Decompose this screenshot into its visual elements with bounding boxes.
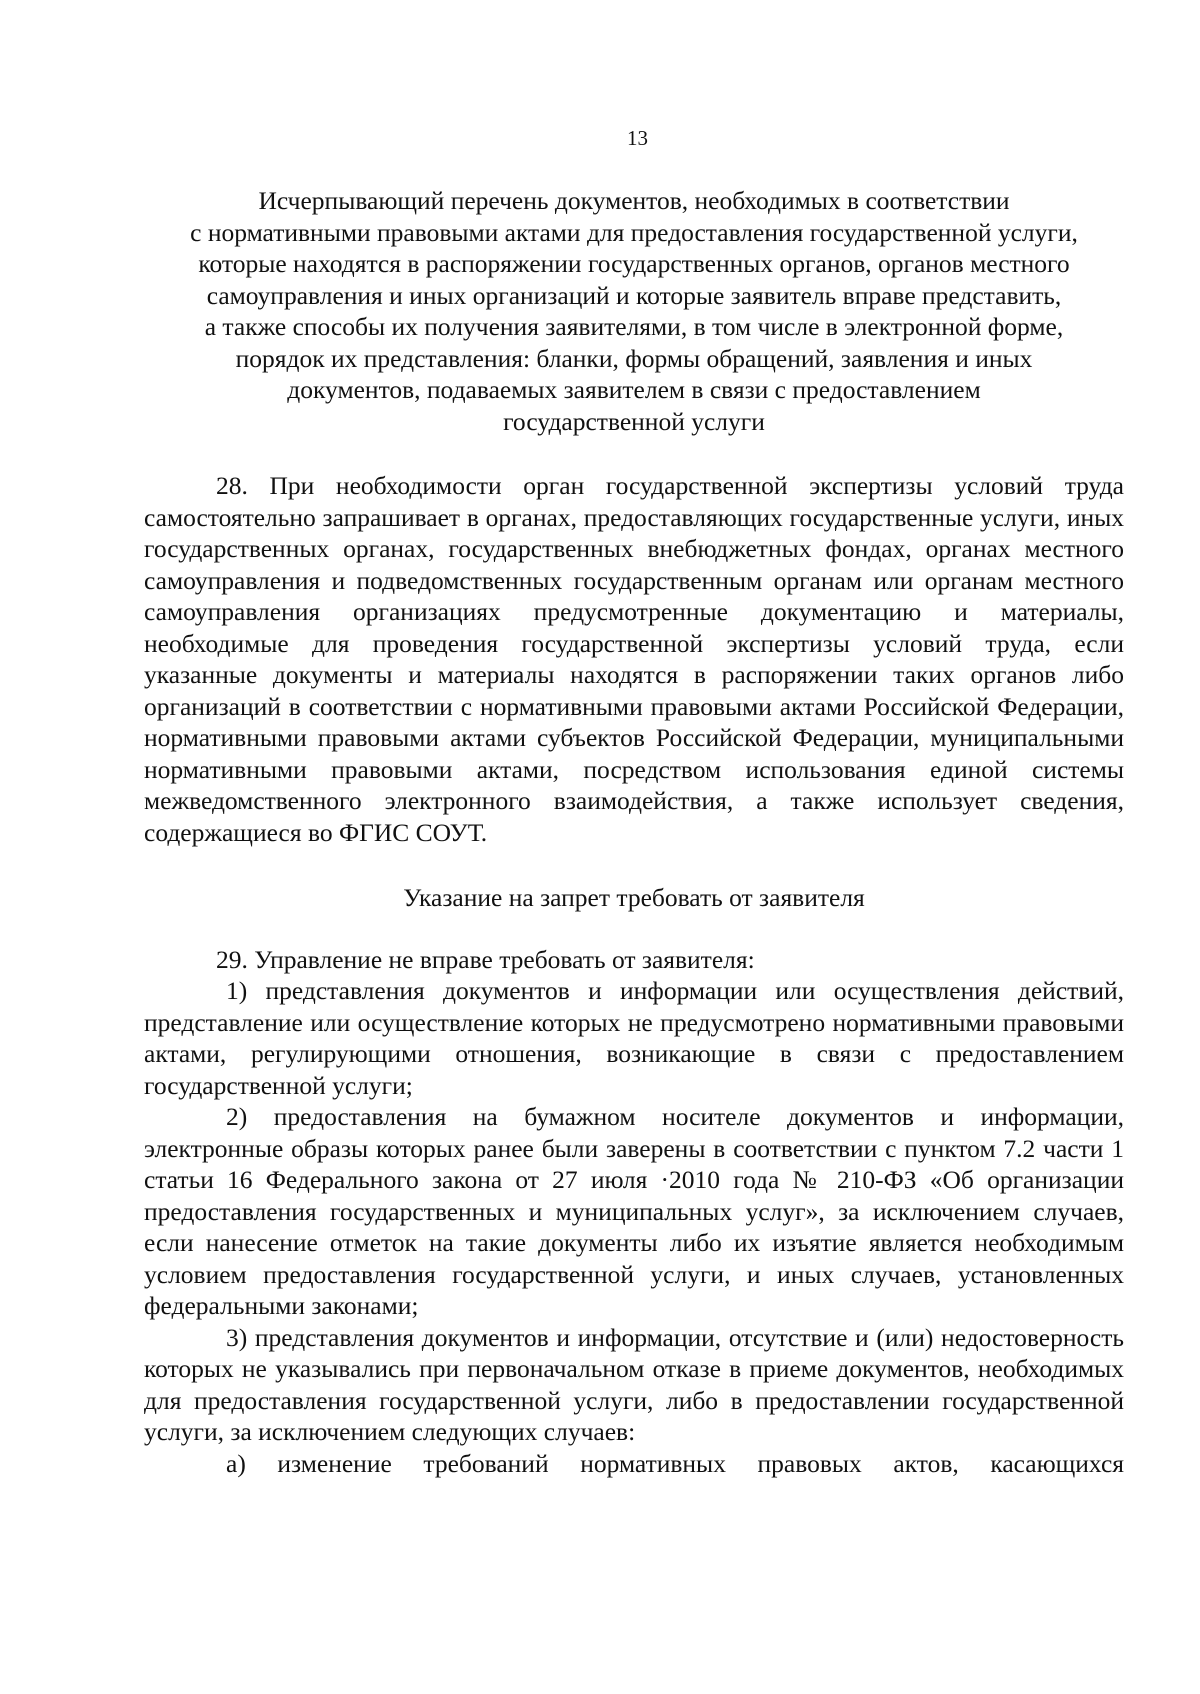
- list-item-1: 1) представления документов и информации или осуществления действий, представление или осуществление которых не предусмотрено нормативными правовыми актами, регулирующими отношения, возникающие в связи с предоставлением государственной услуги;: [144, 976, 1124, 1100]
- heading-line: самоуправления и иных организаций и которые заявитель вправе представить,: [206, 280, 1062, 310]
- heading-line: а также способы их получения заявителями, в том числе в электронной форме,: [204, 312, 1064, 341]
- document-body: [144, 185, 1124, 1479]
- list-item-3: 3) представления документов и информации, отсутствие и (или) недостоверность которых не указывались при первоначальном отказе в приеме документов, необходимых для предоставления государственной услуги, либо в предоставлении государственной услуги, за исключением следующих случаев:: [144, 1322, 1124, 1446]
- heading-line: которые находятся в распоряжении государственных органов, органов местного: [198, 249, 1070, 278]
- list-item-2: 2) предоставления на бумажном носителе документов и информации, электронные образы которых ранее были заверены в соответствии с пунктом 7.2 части 1 статьи 16 Федерального закона от 27 июля ·2010 года № 210-ФЗ «Об организации предоставления государственных и муниципальных услуг», за исключением случаев, если нанесение отметок на такие документы либо их изъятие является необходимым условием предоставления государственной услуги, и иных случаев, установленных федеральными законами;: [144, 1102, 1124, 1320]
- section-heading: [144, 185, 1124, 437]
- heading-line: с нормативными правовыми актами для предоставления государственной услуги,: [190, 217, 1078, 247]
- heading-line: Исчерпывающий перечень документов, необходимых в соответствии: [258, 186, 1010, 215]
- heading-line: порядок их представления: бланки, формы обращений, заявления и иных: [235, 343, 1033, 373]
- heading-line: документов, подаваемых заявителем в связи с предоставлением: [287, 375, 981, 404]
- section-title: Указание на запрет требовать от заявителя: [403, 883, 865, 912]
- page-number: 13: [627, 126, 648, 150]
- paragraph-29: 29. Управление не вправе требовать от заявителя:: [216, 944, 755, 974]
- list-item-a: а) изменение требований нормативных правовых актов, касающихся: [226, 1448, 1124, 1478]
- paragraph-28: 28. При необходимости орган государственной экспертизы условий труда самостоятельно запрашивает в органах, предоставляющих государственные услуги, иных государственных органах, государственных внебюджетных фондах, органах местного самоуправления и подведомственных государственным органам или органам местного самоуправления организациях предусмотренные документацию и материалы, необходимые для проведения государственной экспертизы условий труда, если указанные документы и материалы находятся в распоряжении таких органов либо организаций в соответствии с нормативными правовыми актами Российской Федерации, нормативными правовыми актами субъектов Российской Федерации, муниципальными нормативными правовыми актами, посредством использования единой системы межведомственного электронного взаимодействия, а также использует сведения, содержащиеся во ФГИС СОУТ.: [144, 471, 1124, 847]
- heading-line: государственной услуги: [503, 406, 765, 436]
